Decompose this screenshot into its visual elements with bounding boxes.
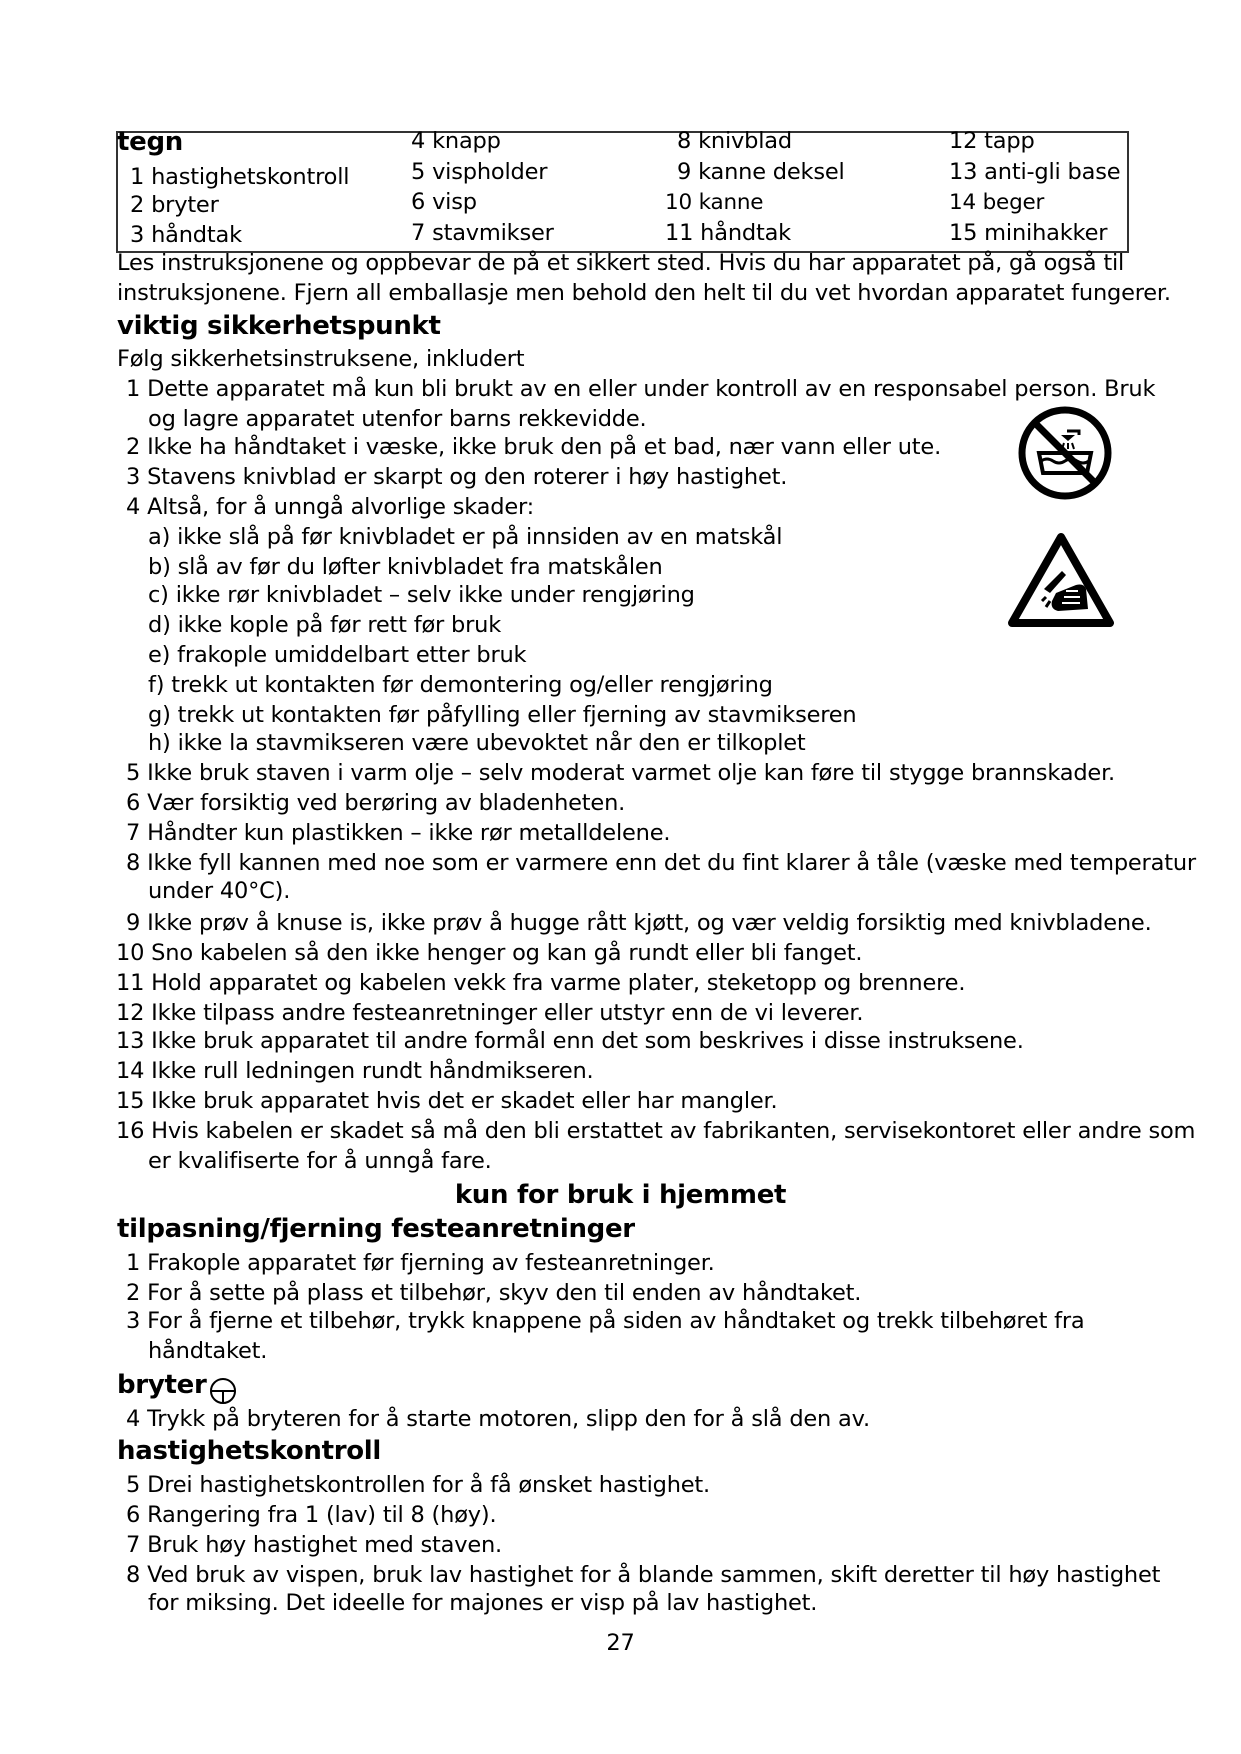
list-item: 6 Rangering fra 1 (lav) til 8 (høy). xyxy=(126,1502,497,1528)
list-item: 8 Ikke fyll kannen med noe som er varmere enn det du fint klarer å tåle (væske med temperatur xyxy=(126,850,1196,876)
list-item: for miksing. Det ideelle for majones er visp på lav hastighet. xyxy=(148,1590,818,1616)
sharp-blade-warning-icon xyxy=(1006,531,1116,631)
list-item: 3 Stavens knivblad er skarpt og den roterer i høy hastighet. xyxy=(126,464,788,490)
legend-item: 7 stavmikser xyxy=(411,220,554,246)
list-item: c) ikke rør knivbladet – selv ikke under rengjøring xyxy=(148,582,695,608)
list-item: 7 Håndter kun plastikken – ikke rør metalldelene. xyxy=(126,820,671,846)
legend-title: tegn xyxy=(117,127,183,157)
list-item: 9 Ikke prøv å knuse is, ikke prøv å hugge rått kjøtt, og vær veldig forsiktig med knivbladene. xyxy=(126,910,1152,936)
no-water-icon xyxy=(1017,405,1113,501)
list-item: 2 For å sette på plass et tilbehør, skyv den til enden av håndtaket. xyxy=(126,1280,862,1306)
legend-item: 9 kanne deksel xyxy=(677,159,845,185)
list-item: 8 Ved bruk av vispen, bruk lav hastighet for å blande sammen, skift deretter til høy hastighet xyxy=(126,1562,1161,1588)
list-item: 16 Hvis kabelen er skadet så må den bli erstattet av fabrikanten, servisekontoret eller andre som xyxy=(116,1118,1196,1144)
list-item: b) slå av før du løfter knivbladet fra matskålen xyxy=(148,554,663,580)
list-item: håndtaket. xyxy=(148,1338,268,1364)
list-item: under 40°C). xyxy=(148,878,291,904)
legend-item: 8 knivblad xyxy=(677,128,792,154)
list-item: 4 Trykk på bryteren for å starte motoren, slipp den for å slå den av. xyxy=(126,1406,870,1432)
power-switch-icon xyxy=(209,1377,237,1405)
list-item: 1 Dette apparatet må kun bli brukt av en eller under kontroll av en responsabel person. Bruk xyxy=(126,376,1156,402)
legend-item: 2 bryter xyxy=(130,192,219,218)
list-item: 7 Bruk høy hastighet med staven. xyxy=(126,1532,502,1558)
list-item: 6 Vær forsiktig ved berøring av bladenheten. xyxy=(126,790,626,816)
section-heading-attachments: tilpasning/fjerning festeanretninger xyxy=(117,1214,635,1244)
legend-item: 13 anti-gli base xyxy=(949,159,1121,185)
legend-item: 10 kanne xyxy=(665,190,764,215)
list-item: 10 Sno kabelen så den ikke henger og kan gå rundt eller bli fanget. xyxy=(116,940,863,966)
list-item: 2 Ikke ha håndtaket i væske, ikke bruk den på et bad, nær vann eller ute. xyxy=(126,434,942,460)
legend-item: 4 knapp xyxy=(411,128,501,154)
legend-item: 6 visp xyxy=(411,189,477,215)
list-item: g) trekk ut kontakten før påfylling eller fjerning av stavmikseren xyxy=(148,702,857,728)
list-item: 11 Hold apparatet og kabelen vekk fra varme plater, steketopp og brennere. xyxy=(116,970,966,996)
list-item: h) ikke la stavmikseren være ubevoktet når den er tilkoplet xyxy=(148,730,806,756)
section-heading-safety: viktig sikkerhetspunkt xyxy=(117,311,441,341)
list-item: er kvalifiserte for å unngå fare. xyxy=(148,1148,492,1174)
household-notice: kun for bruk i hjemmet xyxy=(454,1180,787,1210)
legend-item: 15 minihakker xyxy=(949,220,1108,246)
list-item: d) ikke kople på før rett før bruk xyxy=(148,612,502,638)
legend-item: 1 hastighetskontroll xyxy=(130,164,350,190)
list-item: 5 Drei hastighetskontrollen for å få ønsket hastighet. xyxy=(126,1472,711,1498)
section-heading-switch: bryter xyxy=(117,1370,207,1400)
list-item: 4 Altså, for å unngå alvorlige skader: xyxy=(126,494,535,520)
list-item: 3 For å fjerne et tilbehør, trykk knappene på siden av håndtaket og trekk tilbehøret fra xyxy=(126,1308,1085,1334)
list-item: e) frakople umiddelbart etter bruk xyxy=(148,642,527,668)
legend-item: 3 håndtak xyxy=(130,222,242,248)
list-item: og lagre apparatet utenfor barns rekkevidde. xyxy=(148,406,647,432)
legend-item: 12 tapp xyxy=(949,128,1035,154)
section-heading-speed: hastighetskontroll xyxy=(117,1436,382,1466)
list-item: 15 Ikke bruk apparatet hvis det er skadet eller har mangler. xyxy=(116,1088,778,1114)
list-item: 12 Ikke tilpass andre festeanretninger eller utstyr enn de vi leverer. xyxy=(116,1000,864,1026)
list-item: 13 Ikke bruk apparatet til andre formål enn det som beskrives i disse instruksene. xyxy=(116,1028,1024,1054)
list-item: 14 Ikke rull ledningen rundt håndmikseren. xyxy=(116,1058,594,1084)
legend-item: 14 beger xyxy=(949,190,1045,215)
page-number: 27 xyxy=(606,1630,635,1656)
list-item: f) trekk ut kontakten før demontering og/eller rengjøring xyxy=(148,672,773,698)
intro-line: Les instruksjonene og oppbevar de på et sikkert sted. Hvis du har apparatet på, gå også til xyxy=(117,250,1125,276)
list-item: 1 Frakople apparatet før fjerning av festeanretninger. xyxy=(126,1250,715,1276)
intro-line: instruksjonene. Fjern all emballasje men behold den helt til du vet hvordan apparatet fungerer. xyxy=(117,280,1171,306)
legend-item: 5 vispholder xyxy=(411,159,548,185)
safety-lead: Følg sikkerhetsinstruksene, inkludert xyxy=(117,346,525,372)
list-item: 5 Ikke bruk staven i varm olje – selv moderat varmet olje kan føre til stygge brannskader. xyxy=(126,760,1116,786)
list-item: a) ikke slå på før knivbladet er på innsiden av en matskål xyxy=(148,524,783,550)
legend-item: 11 håndtak xyxy=(665,220,792,246)
